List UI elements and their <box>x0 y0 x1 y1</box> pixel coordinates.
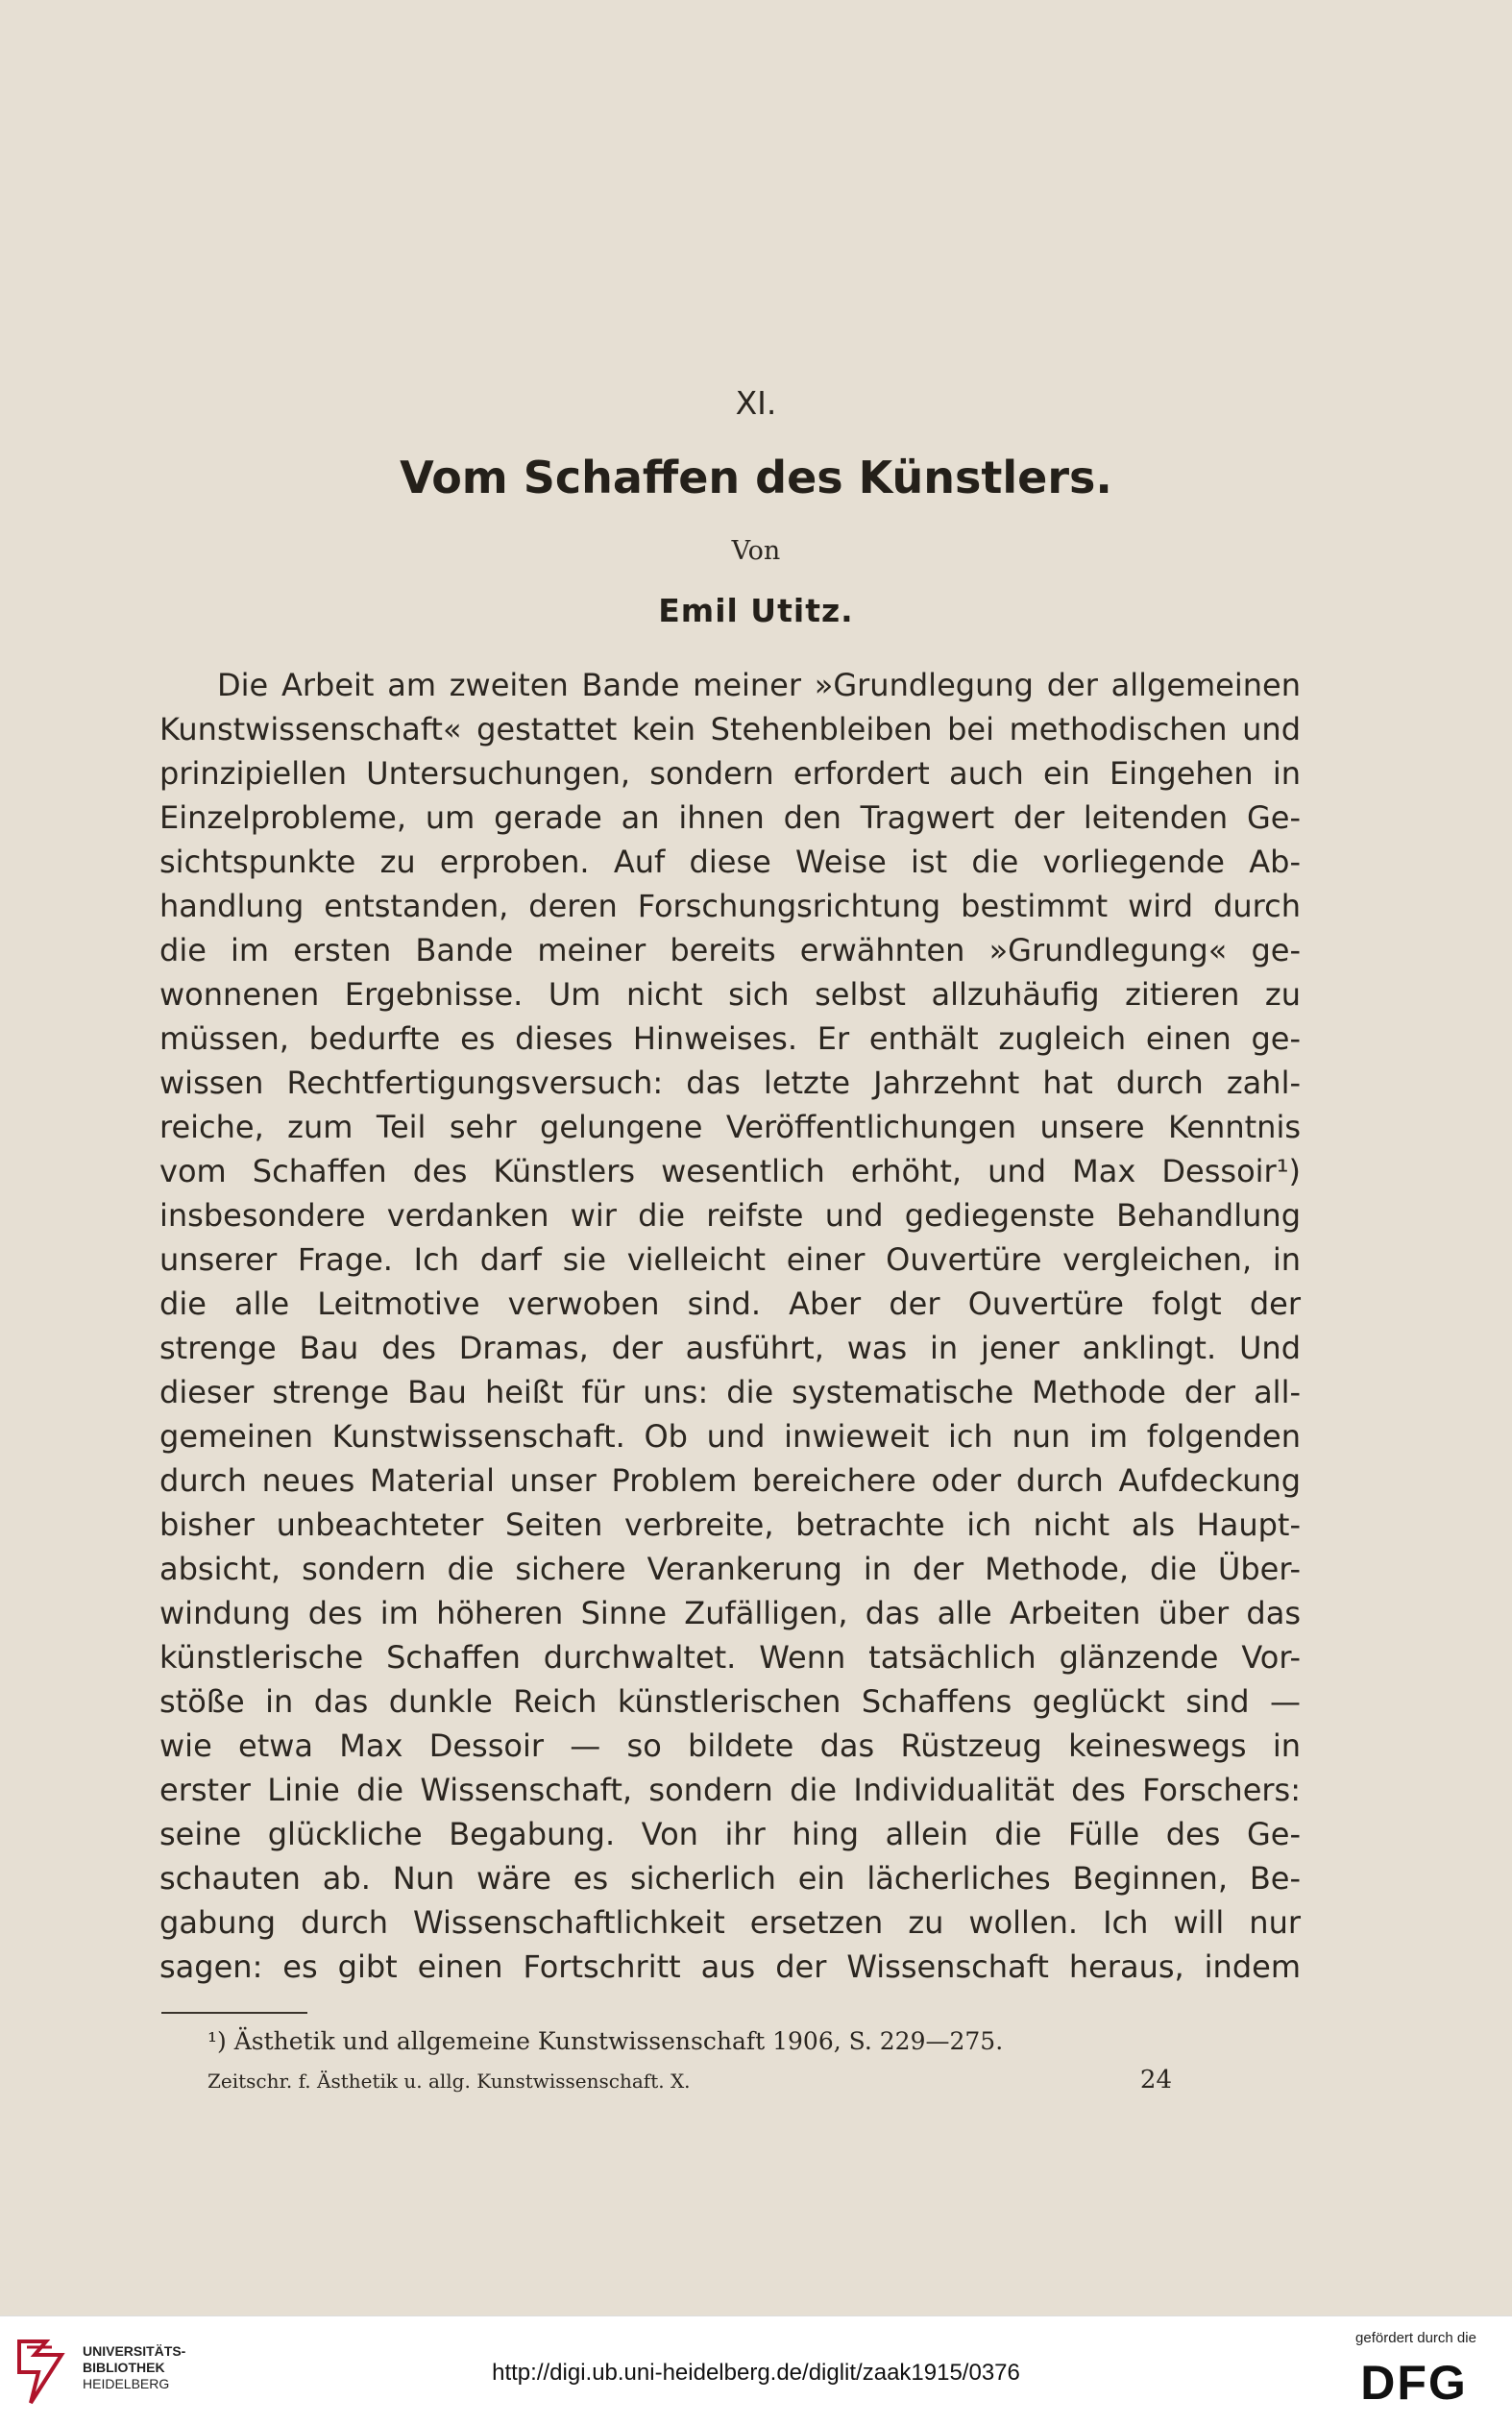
text-line: wissen Rechtfertigungsversuch: das letzte Jahrzehnt hat durch zahl- <box>159 1065 1301 1101</box>
by-line: Von <box>731 536 781 566</box>
text-line: die im ersten Bande meiner bereits erwähnten »Grundlegung« ge- <box>159 932 1301 968</box>
permalink-url[interactable]: http://digi.ub.uni-heidelberg.de/diglit/zaak1915/0376 <box>492 2360 1020 2386</box>
text-line: bisher unbeachteter Seiten verbreite, betrachte ich nicht als Haupt- <box>159 1506 1301 1543</box>
text-line: schauten ab. Nun wäre es sicherlich ein lächerliches Beginnen, Be- <box>159 1860 1301 1897</box>
text-line: stöße in das dunkle Reich künstlerischen Schaffens geglückt sind — <box>159 1683 1301 1720</box>
footnote-divider <box>161 2012 307 2014</box>
text-line: die alle Leitmotive verwoben sind. Aber der Ouvertüre folgt der <box>159 1286 1301 1322</box>
text-line: dieser strenge Bau heißt für uns: die systematische Methode der all- <box>159 1374 1301 1410</box>
dfg-logo: DFG <box>1360 2356 1468 2410</box>
text-line: sichtspunkte zu erproben. Auf diese Weise ist die vorliegende Ab- <box>159 844 1301 880</box>
chapter-number: XI. <box>735 384 777 422</box>
text-line: reiche, zum Teil sehr gelungene Veröffentlichungen unsere Kenntnis <box>159 1109 1301 1145</box>
page-number: 24 <box>1139 2066 1172 2094</box>
text-line: sagen: es gibt einen Fortschritt aus der Wissenschaft heraus, indem <box>159 1948 1301 1985</box>
journal-line <box>207 2066 1172 2094</box>
viewer-footer <box>0 2315 1512 2425</box>
article-title: Vom Schaffen des Künstlers. <box>400 452 1112 503</box>
funded-by-label: gefördert durch die <box>1355 2330 1476 2346</box>
text-line: prinzipiellen Untersuchungen, sondern erfordert auch ein Eingehen in <box>159 755 1301 792</box>
text-line: windung des im höheren Sinne Zufälligen, das alle Arbeiten über das <box>159 1595 1301 1631</box>
text-line: erster Linie die Wissenschaft, sondern die Individualität des Forschers: <box>159 1772 1301 1808</box>
text-line: Die Arbeit am zweiten Bande meiner »Grundlegung der allgemeinen <box>217 667 1301 703</box>
text-line: seine glückliche Begabung. Von ihr hing allein die Fülle des Ge- <box>159 1816 1301 1852</box>
author-name: Emil Utitz. <box>658 592 854 629</box>
text-line: durch neues Material unser Problem bereichere oder durch Aufdeckung <box>159 1462 1301 1499</box>
footnote: ¹) Ästhetik und allgemeine Kunstwissenschaft 1906, S. 229—275. <box>207 2027 1004 2055</box>
journal-title: Zeitschr. f. Ästhetik u. allg. Kunstwissenschaft. X. <box>207 2070 691 2093</box>
text-line: unserer Frage. Ich darf sie vielleicht einer Ouvertüre vergleichen, in <box>159 1241 1301 1278</box>
body-text <box>159 663 1301 1989</box>
text-line: absicht, sondern die sichere Verankerung in der Methode, die Über- <box>159 1551 1301 1587</box>
text-line: gabung durch Wissenschaftlichkeit ersetzen zu wollen. Ich will nur <box>159 1904 1301 1941</box>
library-name: UNIVERSITÄTS- BIBLIOTHEK HEIDELBERG <box>83 2343 186 2391</box>
text-line: wie etwa Max Dessoir — so bildete das Rüstzeug keineswegs in <box>159 1727 1301 1764</box>
text-line: gemeinen Kunstwissenschaft. Ob und inwieweit ich nun im folgenden <box>159 1418 1301 1455</box>
text-line: müssen, bedurfte es dieses Hinweises. Er enthält zugleich einen ge- <box>159 1020 1301 1057</box>
text-line: Kunstwissenschaft« gestattet kein Stehenbleiben bei methodischen und <box>159 711 1301 747</box>
text-line: handlung entstanden, deren Forschungsrichtung bestimmt wird durch <box>159 888 1301 924</box>
text-line: wonnenen Ergebnisse. Um nicht sich selbst allzuhäufig zitieren zu <box>159 976 1301 1013</box>
text-line: strenge Bau des Dramas, der ausführt, was in jener anklingt. Und <box>159 1330 1301 1366</box>
text-line: künstlerische Schaffen durchwaltet. Wenn tatsächlich glänzende Vor- <box>159 1639 1301 1676</box>
text-line: Einzelprobleme, um gerade an ihnen den Tragwert der leitenden Ge- <box>159 799 1301 836</box>
text-line: insbesondere verdanken wir die reifste und gediegenste Behandlung <box>159 1197 1301 1234</box>
text-line: vom Schaffen des Künstlers wesentlich erhöht, und Max Dessoir¹) <box>159 1153 1301 1189</box>
